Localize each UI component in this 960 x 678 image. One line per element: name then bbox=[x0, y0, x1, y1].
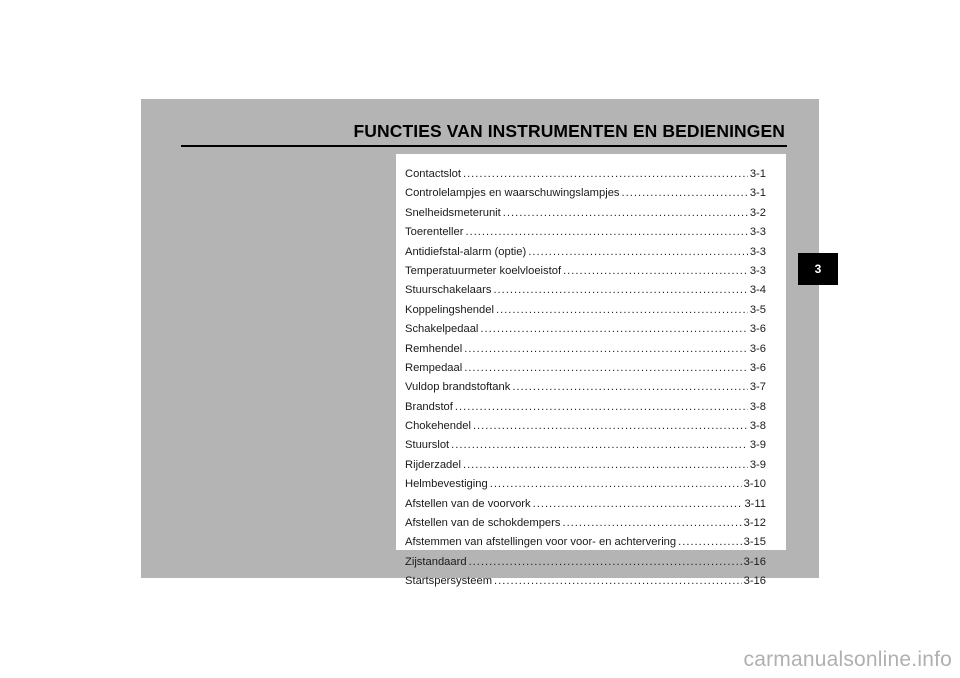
toc-entry bbox=[405, 478, 766, 497]
toc-leader-dots bbox=[490, 478, 742, 490]
toc-entry-label: Stuurslot bbox=[405, 439, 450, 452]
toc-entry bbox=[405, 459, 766, 478]
toc-leader-dots bbox=[533, 498, 743, 510]
toc-leader-dots bbox=[463, 459, 748, 471]
toc-leader-dots bbox=[464, 343, 748, 355]
toc-leader-dots bbox=[464, 362, 748, 374]
toc-entry-page: 3-1 bbox=[749, 187, 766, 200]
toc-entry-label: Toerenteller bbox=[405, 226, 464, 239]
toc-entry-label: Afstellen van de schokdempers bbox=[405, 517, 561, 530]
toc-entry bbox=[405, 343, 766, 362]
toc-list bbox=[405, 168, 766, 595]
manual-page bbox=[141, 99, 819, 588]
toc-entry-label: Zijstandaard bbox=[405, 555, 467, 568]
toc-entry-page: 3-5 bbox=[749, 303, 766, 316]
toc-leader-dots bbox=[455, 401, 748, 413]
toc-entry bbox=[405, 362, 766, 381]
toc-entry-page: 3-11 bbox=[744, 497, 766, 510]
page-title: FUNCTIES VAN INSTRUMENTEN EN BEDIENINGEN bbox=[353, 121, 785, 141]
toc-entry-label: Koppelingshendel bbox=[405, 303, 494, 316]
toc-leader-dots bbox=[562, 517, 741, 529]
toc-leader-dots bbox=[528, 246, 748, 258]
toc-entry-label: Afstemmen van afstellingen voor voor- en achtervering bbox=[405, 536, 677, 549]
toc-leader-dots bbox=[463, 168, 748, 180]
toc-entry-page: 3-12 bbox=[743, 517, 766, 530]
toc-leader-dots bbox=[678, 536, 741, 548]
toc-entry-label: Rempedaal bbox=[405, 361, 463, 374]
toc-entry-page: 3-8 bbox=[749, 400, 766, 413]
toc-entry bbox=[405, 246, 766, 265]
toc-entry bbox=[405, 536, 766, 555]
watermark-text: carmanualsonline.info bbox=[743, 648, 952, 671]
toc-entry bbox=[405, 401, 766, 420]
toc-entry-label: Afstellen van de voorvork bbox=[405, 497, 531, 510]
toc-entry bbox=[405, 517, 766, 536]
toc-entry-label: Vuldop brandstoftank bbox=[405, 381, 511, 394]
toc-entry-page: 3-10 bbox=[743, 478, 766, 491]
toc-entry-label: Brandstof bbox=[405, 400, 453, 413]
toc-entry bbox=[405, 439, 766, 458]
toc-leader-dots bbox=[480, 323, 747, 335]
toc-entry bbox=[405, 498, 766, 517]
toc-entry bbox=[405, 323, 766, 342]
toc-entry bbox=[405, 381, 766, 400]
toc-entry-label: Stuurschakelaars bbox=[405, 284, 492, 297]
chapter-tab: 3 bbox=[798, 253, 838, 285]
toc-entry-page: 3-8 bbox=[749, 420, 766, 433]
toc-entry bbox=[405, 226, 766, 245]
toc-entry-page: 3-3 bbox=[749, 226, 766, 239]
toc-entry bbox=[405, 284, 766, 303]
toc-entry bbox=[405, 187, 766, 206]
toc-entry-page: 3-6 bbox=[749, 323, 766, 336]
toc-leader-dots bbox=[465, 226, 747, 238]
toc-entry-label: Rijderzadel bbox=[405, 458, 461, 471]
toc-entry-page: 3-6 bbox=[749, 342, 766, 355]
toc-leader-dots bbox=[493, 284, 747, 296]
toc-entry bbox=[405, 556, 766, 575]
toc-leader-dots bbox=[469, 556, 742, 568]
toc-entry-page: 3-4 bbox=[749, 284, 766, 297]
toc-leader-dots bbox=[494, 575, 742, 587]
toc-entry-label: Contactslot bbox=[405, 168, 461, 180]
toc-entry-page: 3-7 bbox=[749, 381, 766, 394]
toc-entry-page: 3-16 bbox=[743, 555, 766, 568]
toc-entry-page: 3-6 bbox=[749, 361, 766, 374]
toc-leader-dots bbox=[451, 439, 748, 451]
toc-entry-label: Schakelpedaal bbox=[405, 323, 479, 336]
toc-entry bbox=[405, 420, 766, 439]
toc-entry-label: Remhendel bbox=[405, 342, 463, 355]
toc-entry-label: Temperatuurmeter koelvloeistof bbox=[405, 264, 562, 277]
toc-leader-dots bbox=[496, 304, 748, 316]
table-of-contents bbox=[396, 154, 786, 588]
toc-entry bbox=[405, 207, 766, 226]
toc-leader-dots bbox=[563, 265, 748, 277]
toc-entry-page: 3-3 bbox=[749, 264, 766, 277]
toc-entry-label: Chokehendel bbox=[405, 420, 471, 433]
toc-entry-page: 3-1 bbox=[749, 168, 766, 180]
toc-entry bbox=[405, 168, 766, 187]
toc-entry-label: Antidiefstal-alarm (optie) bbox=[405, 245, 527, 258]
toc-leader-dots bbox=[473, 420, 748, 432]
toc-entry bbox=[405, 304, 766, 323]
toc-entry-page: 3-2 bbox=[749, 206, 766, 219]
toc-entry bbox=[405, 575, 766, 594]
toc-entry-page: 3-15 bbox=[743, 536, 766, 549]
toc-entry-label: Snelheidsmeterunit bbox=[405, 206, 501, 219]
toc-leader-dots bbox=[503, 207, 748, 219]
toc-entry-label: Helmbevestiging bbox=[405, 478, 488, 491]
toc-entry bbox=[405, 265, 766, 284]
toc-leader-dots bbox=[512, 381, 748, 393]
toc-entry-page: 3-9 bbox=[749, 439, 766, 452]
toc-entry-label: Controlelampjes en waarschuwingslampjes bbox=[405, 187, 620, 200]
toc-entry-page: 3-16 bbox=[743, 575, 766, 588]
toc-leader-dots bbox=[622, 187, 748, 199]
toc-entry-label: Startspersysteem bbox=[405, 575, 493, 588]
title-rule bbox=[181, 121, 787, 147]
toc-entry-page: 3-3 bbox=[749, 245, 766, 258]
toc-entry-page: 3-9 bbox=[749, 458, 766, 471]
